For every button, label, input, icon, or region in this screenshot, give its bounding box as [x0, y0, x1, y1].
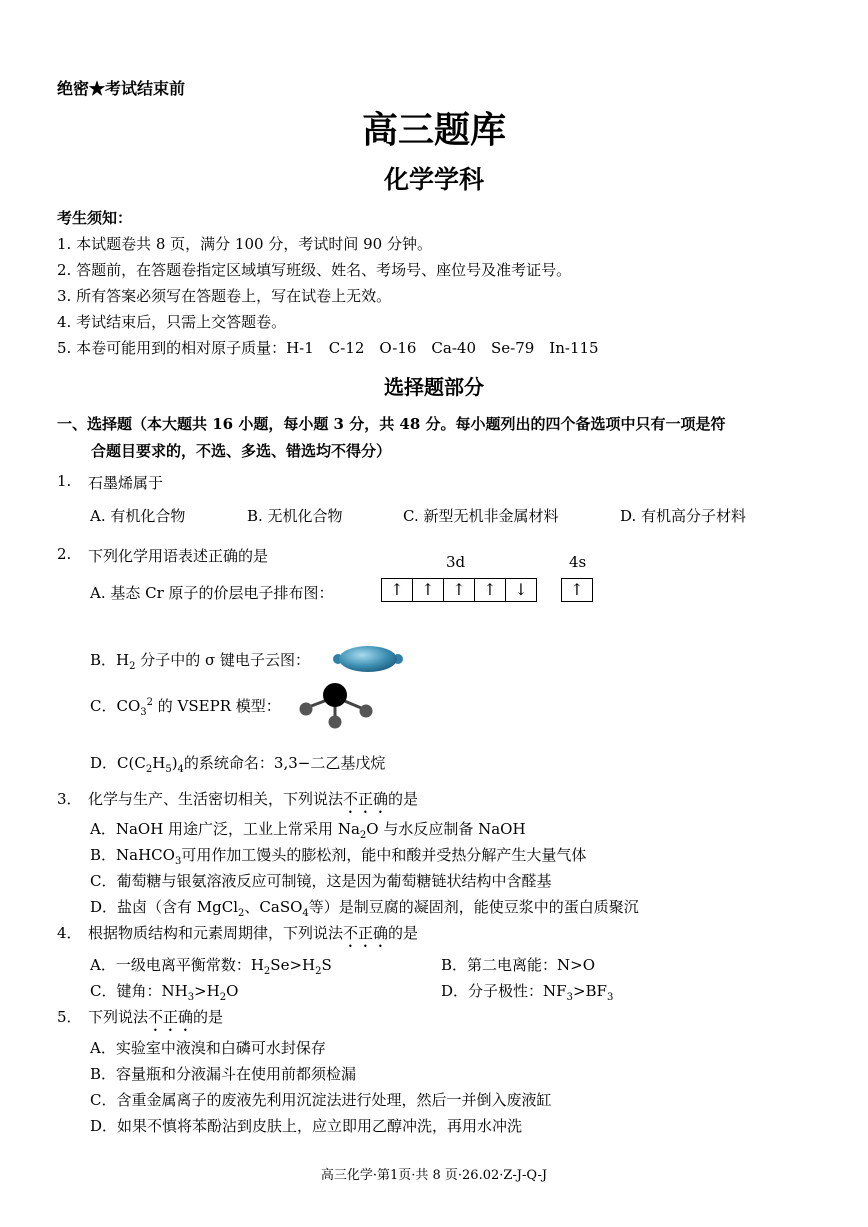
section-title: 选择题部分	[384, 375, 484, 399]
orbital-box: ↑	[444, 578, 475, 602]
orbital-label-3d: 3d	[446, 553, 466, 571]
q3-number: 3．	[57, 790, 82, 808]
secret-label: 绝密★考试结束前	[57, 79, 186, 98]
q4-number: 4．	[57, 924, 82, 942]
q2-option-b: B．$H_2$ 分子中的 σ 键电子云图：	[90, 651, 311, 672]
q3-stem: 化学与生产、生活密切相关，下列说法不正确的是	[88, 790, 419, 808]
notice-item: 3. 所有答案必须写在答题卷上，写在试卷上无效。	[57, 287, 392, 305]
q2-option-d: D．$C(C_2H_5)_4$的系统命名：3,3−二乙基戊烷	[90, 754, 386, 775]
page-footer: 高三化学·第1页·共 8 页·26.02·Z-J-Q-J	[320, 1168, 548, 1183]
q3-option-a: A．NaOH 用途广泛，工业上常采用 $Na_2O$ 与水反应制备 NaOH	[90, 820, 526, 841]
q1-stem: 石墨烯属于	[88, 474, 164, 492]
notice-item: 5. 本卷可能用到的相对原子质量：H-1 C-12 O-16 Ca-40 Se-79 In-115	[57, 339, 599, 357]
orbital-box: ↑	[413, 578, 444, 602]
notice-item: 2. 答题前，在答题卷指定区域填写班级、姓名、考场号、座位号及准考证号。	[57, 261, 572, 279]
q1-option-d: D. 有机高分子材料	[620, 507, 747, 525]
q5-option-b: B．容量瓶和分液漏斗在使用前都须检漏	[90, 1065, 357, 1083]
q4-option-b: B．第二电离能：N>O	[441, 956, 596, 974]
q5-number: 5．	[57, 1008, 82, 1026]
vsepr-model	[294, 682, 378, 730]
orbital-label-4s: 4s	[569, 553, 587, 571]
subject-title: 化学学科	[383, 165, 484, 194]
q1-option-b: B. 无机化合物	[247, 507, 343, 525]
q2-option-a: A. 基态 Cr 原子的价层电子排布图：	[90, 584, 334, 602]
q5-option-a: A．实验室中液溴和白磷可水封保存	[90, 1039, 326, 1057]
q5-option-d: D．如果不慎将苯酚沾到皮肤上，应立即用乙醇冲洗，再用水冲洗	[90, 1117, 523, 1135]
q3-option-d: D．盐卤（含有 MgCl$_2$、CaSO$_4$等）是制豆腐的凝固剂，能使豆浆中的蛋白质聚沉	[90, 898, 639, 919]
orbital-box: ↑	[381, 578, 413, 602]
q3-option-b: B．NaHCO$_3$可用作加工馒头的膨松剂，能中和酸并受热分解产生大量气体	[90, 846, 587, 867]
q1-number: 1.	[57, 472, 72, 490]
page-title: 高三题库	[361, 109, 506, 151]
orbital-diagram-4s	[561, 578, 593, 602]
orbital-box: ↓	[506, 578, 537, 602]
q4-stem: 根据物质结构和元素周期律，下列说法不正确的是	[88, 924, 419, 942]
sigma-bond-electron-cloud	[330, 642, 406, 676]
section-intro-cont: 合题目要求的，不选、多选、错选均不得分）	[91, 442, 392, 460]
q4-option-c: C．键角：$NH_3>H_2O$	[90, 982, 239, 1003]
q1-option-a: A. 有机化合物	[90, 507, 186, 525]
notice-heading: 考生须知：	[57, 209, 133, 227]
q1-option-c: C. 新型无机非金属材料	[403, 507, 559, 525]
q3-option-c: C．葡萄糖与银氨溶液反应可制镜，这是因为葡萄糖链状结构中含醛基	[90, 872, 552, 890]
orbital-diagram-3d	[381, 578, 537, 602]
q4-option-a: A．一级电离平衡常数：$H_2Se>H_2S$	[90, 956, 332, 977]
orbital-box: ↑	[475, 578, 506, 602]
section-intro: 一、选择题（本大题共 16 小题，每小题 3 分，共 48 分。每小题列出的四个备选项中只有一项是符	[57, 415, 726, 433]
notice-item: 4. 考试结束后，只需上交答题卷。	[57, 313, 287, 331]
q2-stem: 下列化学用语表述正确的是	[88, 547, 269, 565]
q4-option-d: D．分子极性：$NF_3>BF_3$	[441, 982, 614, 1003]
orbital-box: ↑	[561, 578, 593, 602]
q5-option-c: C．含重金属离子的废液先利用沉淀法进行处理，然后一并倒入废液缸	[90, 1091, 552, 1109]
q5-stem: 下列说法不正确的是	[88, 1008, 224, 1026]
q2-number: 2.	[57, 545, 72, 563]
q2-option-c: C．$CO_3^2$ 的 VSEPR 模型：	[90, 697, 281, 718]
notice-item: 1. 本试题卷共 8 页，满分 100 分，考试时间 90 分钟。	[57, 235, 432, 253]
